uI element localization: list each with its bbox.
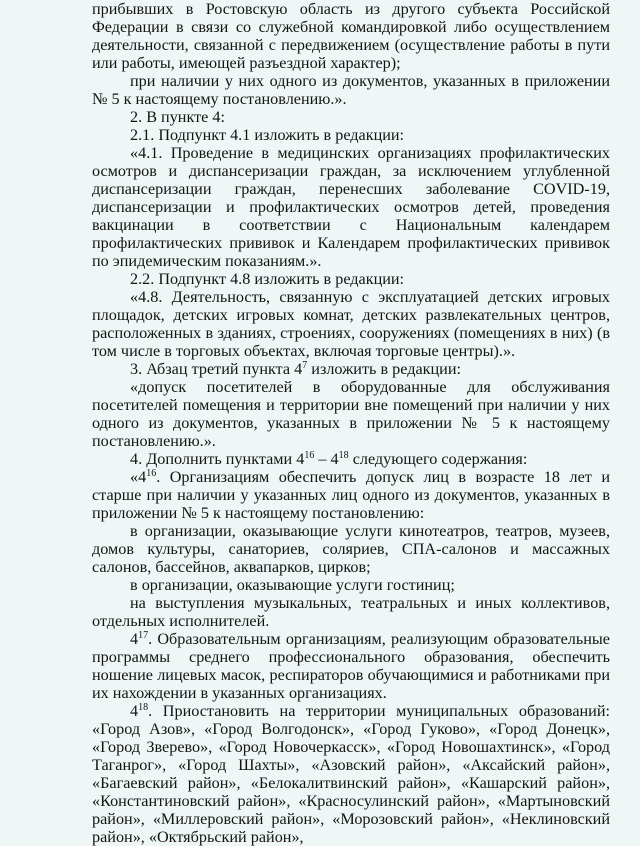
paragraph-11-post: . Организациям обеспечить допуск лиц в возрасте 18 лет и старше при наличии у указанных лиц одного из документов, указанных в приложении № 5 к настоящему постановлению:: [92, 468, 610, 522]
paragraph-2: при наличии у них одного из документов, указанных в приложении № 5 к настоящему постановлению.».: [92, 72, 610, 108]
paragraph-9: «допуск посетителей в оборудованные для обслуживания посетителей помещения и территории вне помещений при наличии у них одного из документов, указанных в приложении № 5 к настоящему постановлению.».: [92, 378, 610, 450]
paragraph-11: [92, 468, 610, 522]
paragraph-10: [92, 450, 610, 468]
paragraph-5: «4.1. Проведение в медицинских организациях профилактических осмотров и диспансеризации граждан, за исключением углубленной диспансеризации граждан, перенесших заболевание COVID-19, диспансеризации и профилактических осмотров детей, проведения вакцинации в соответствии с Национальным календарем профилактических прививок и Календарем профилактических прививок по эпидемическим показаниям.».: [92, 144, 610, 270]
paragraph-14: на выступления музыкальных, театральных и иных коллективов, отдельных исполнителей.: [92, 594, 610, 630]
paragraph-8: [92, 360, 610, 378]
paragraph-6: 2.2. Подпункт 4.8 изложить в редакции:: [130, 270, 405, 288]
paragraph-10-sup: 16: [304, 450, 315, 461]
paragraph-15-pre: 4: [130, 630, 139, 648]
paragraph-16-pre: 4: [130, 702, 139, 720]
paragraph-4: 2.1. Подпункт 4.1 изложить в редакции:: [130, 126, 405, 144]
paragraph-15: [92, 630, 610, 702]
paragraph-11-sup: 16: [146, 468, 157, 479]
paragraph-10-post: следующего содержания:: [348, 450, 528, 468]
paragraph-10-mid: – 4: [314, 450, 339, 468]
paragraph-13: в организации, оказывающие услуги гостиниц;: [130, 576, 455, 594]
paragraph-8-sup: 7: [302, 360, 308, 371]
paragraph-3: 2. В пункте 4:: [130, 108, 225, 126]
paragraph-15-post: . Образовательным организациям, реализующим образовательные программы среднего профессионального образования, обеспечить ношение лицевых масок, респираторов обучающимися и работниками при их нахождении в указанных организациях.: [92, 630, 610, 702]
paragraph-16: [92, 702, 610, 846]
paragraph-12: в организации, оказывающие услуги кинотеатров, театров, музеев, домов культуры, санаториев, соляриев, СПА-салонов и массажных салонов, бассейнов, аквапарков, цирков;: [92, 522, 610, 576]
paragraph-16-post: . Приостановить на территории муниципальных образований: «Город Азов», «Город Волгодонск», «Город Гуково», «Город Донецк», «Город Зверево», «Город Новочеркасск», «Город Новошахтинск», «Город Таганрог», «Город Шахты», «Азовский район», «Аксайский район», «Багаевский район», «Белокалитвинский район», «Кашарский район», «Константиновский район», «Красносулинский район», «Мартыновский район», «Миллеровский район», «Морозовский район», «Неклиновский район», «Октябрьский район»,: [92, 702, 610, 846]
paragraph-16-sup: 18: [138, 702, 149, 713]
paragraph-7: «4.8. Деятельность, связанную с эксплуатацией детских игровых площадок, детских игровых комнат, детских развлекательных центров, расположенных в зданиях, строениях, сооружениях (помещениях в них) (в том числе в торговых объектах, включая торговые центры).».: [92, 288, 610, 360]
paragraph-11-pre: «4: [130, 468, 147, 486]
paragraph-10-sup2: 18: [338, 450, 349, 461]
paragraph-15-sup: 17: [138, 630, 149, 641]
paragraph-1: прибывших в Ростовскую область из другого субъекта Российской Федерации в связи со служебной командировкой либо осуществлением деятельности, связанной с передвижением (осуществление работы в пути или работы, имеющей разъездной характер);: [92, 0, 610, 72]
paragraph-8-pre: 3. Абзац третий пункта 4: [130, 360, 303, 378]
paragraph-8-post: изложить в редакции:: [307, 360, 461, 378]
paragraph-10-pre: 4. Дополнить пунктами 4: [130, 450, 305, 468]
